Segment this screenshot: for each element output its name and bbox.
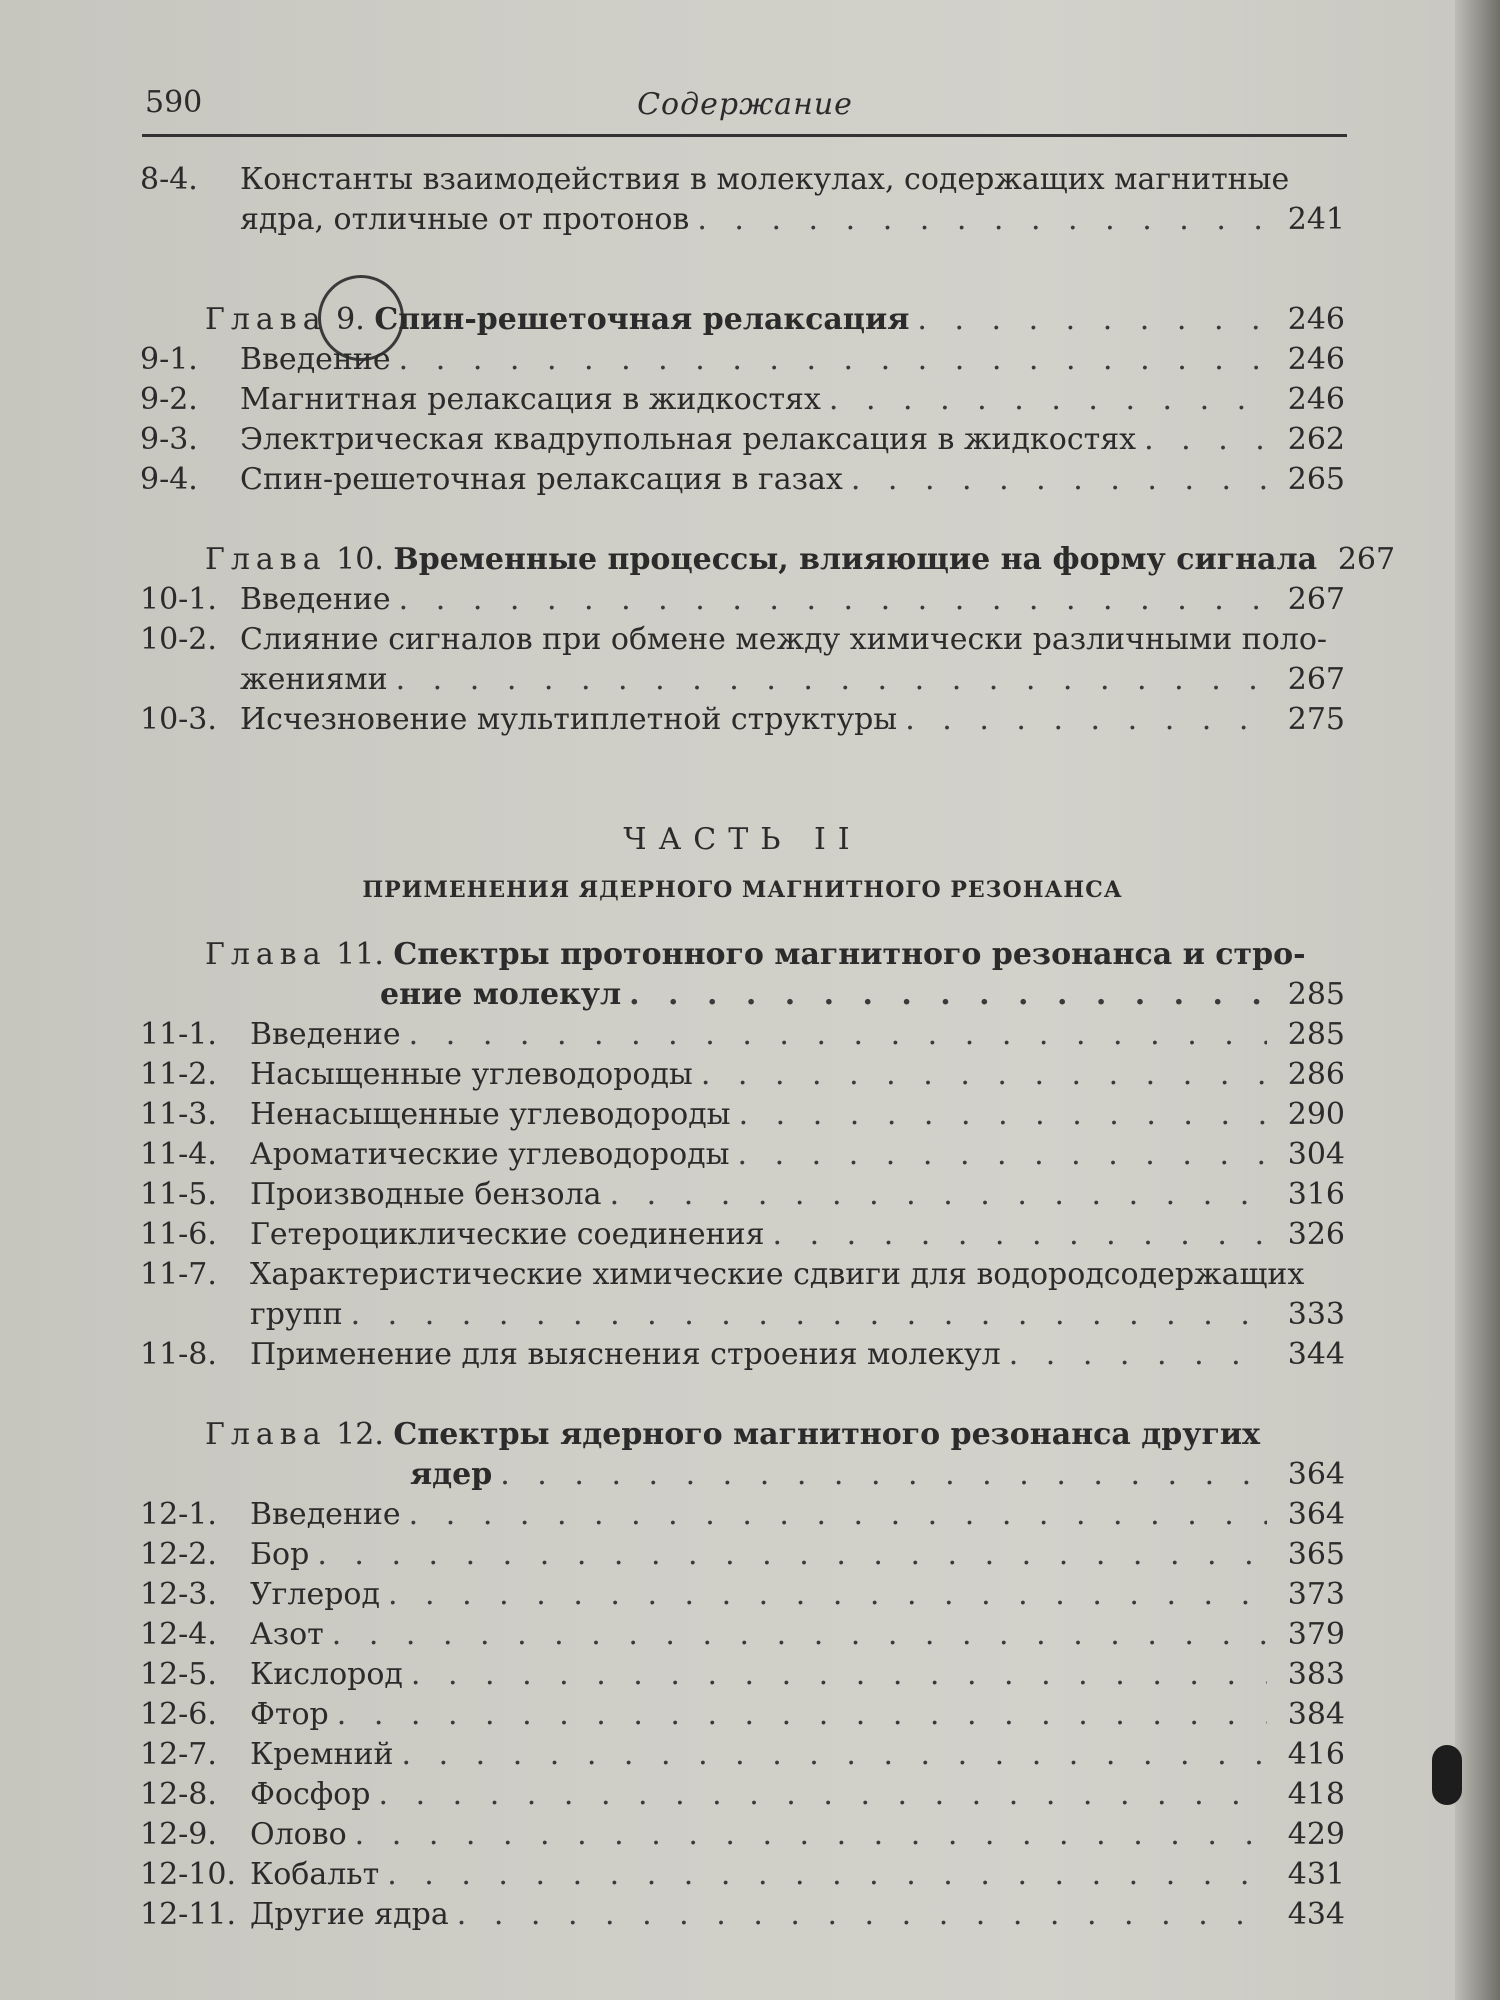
entry-number: 9-3.: [140, 422, 198, 457]
entry-page: 241: [1287, 202, 1345, 237]
chapter-word: Глава: [205, 937, 327, 972]
leader-dots: [317, 1535, 1267, 1575]
entry-page: 275: [1287, 702, 1345, 737]
entry-title: Слияние сигналов при обмене между химически различными поло-: [240, 622, 1328, 657]
leader-dots: [701, 1055, 1267, 1095]
entry-page: 265: [1287, 462, 1345, 497]
entry-title: Фтор: [250, 1697, 329, 1732]
chapter-title: Спин-решеточная релаксация: [374, 302, 910, 337]
chapter-word: Глава: [205, 302, 327, 337]
leader-dots: [351, 1295, 1267, 1335]
entry-title: Кобальт: [250, 1857, 380, 1892]
entry-title: Углерод: [250, 1577, 380, 1612]
entry-title: Азот: [250, 1617, 324, 1652]
entry-page: 316: [1287, 1177, 1345, 1212]
chapter-11-heading: [140, 935, 1345, 975]
entry-title: Электрическая квадрупольная релаксация в жидкостях: [240, 422, 1137, 457]
entry-number: 12-7.: [140, 1737, 217, 1772]
entry-number: 10-2.: [140, 622, 217, 657]
leader-dots: [1009, 1335, 1267, 1375]
entry-number: 10-3.: [140, 702, 217, 737]
entry-number: 11-2.: [140, 1057, 217, 1092]
toc-entry: [140, 1535, 1345, 1575]
page-number: 590: [145, 85, 203, 120]
entry-number: 11-7.: [140, 1257, 217, 1292]
header-rule: [142, 134, 1347, 137]
entry-title: Насыщенные углеводороды: [250, 1057, 693, 1092]
toc-entry-cont: [140, 1295, 1345, 1335]
entry-page: 326: [1287, 1217, 1345, 1252]
entry-title: Другие ядра: [250, 1897, 449, 1932]
toc-entry: [140, 620, 1345, 660]
chapter-title: Временные процессы, влияющие на форму сигнала: [393, 542, 1318, 577]
entry-title: Ароматические углеводороды: [250, 1137, 730, 1172]
leader-dots: [629, 975, 1267, 1015]
entry-page: 429: [1287, 1817, 1345, 1852]
toc-entry: [140, 1015, 1345, 1055]
part-subtitle: ПРИМЕНЕНИЯ ЯДЕРНОГО МАГНИТНОГО РЕЗОНАНСА: [362, 877, 1123, 903]
leader-dots: [402, 1735, 1268, 1775]
chapter-title: Спектры протонного магнитного резонанса и стро-: [393, 937, 1306, 972]
toc-entry: [140, 580, 1345, 620]
spine-mark: [1432, 1745, 1462, 1805]
entry-number: 12-10.: [140, 1857, 237, 1892]
entry-title: Магнитная релаксация в жидкостях: [240, 382, 821, 417]
toc-entry: [140, 1135, 1345, 1175]
entry-page: 286: [1287, 1057, 1345, 1092]
leader-dots: [396, 660, 1267, 700]
entry-page: 304: [1287, 1137, 1345, 1172]
toc-entry: [140, 1815, 1345, 1855]
entry-number: 10-1.: [140, 582, 217, 617]
entry-title: Гетероциклические соединения: [250, 1217, 765, 1252]
entry-page: 344: [1287, 1337, 1345, 1372]
leader-dots: [697, 200, 1267, 240]
toc-entry: [140, 420, 1345, 460]
entry-title: Константы взаимодействия в молекулах, содержащих магнитные: [240, 162, 1290, 197]
entry-page: 384: [1287, 1697, 1345, 1732]
toc-entry: [140, 460, 1345, 500]
entry-page: 434: [1287, 1897, 1345, 1932]
entry-page: 246: [1287, 382, 1345, 417]
entry-title: Применение для выяснения строения молекул: [250, 1337, 1001, 1372]
entry-number: 12-5.: [140, 1657, 217, 1692]
leader-dots: [500, 1455, 1267, 1495]
entry-number: 9-1.: [140, 342, 198, 377]
running-title: Содержание: [637, 87, 853, 122]
leader-dots: [379, 1775, 1267, 1815]
toc-entry: [140, 1695, 1345, 1735]
leader-dots: [387, 1855, 1267, 1895]
entry-title-cont: жениями: [240, 662, 388, 697]
leader-dots: [337, 1695, 1267, 1735]
entry-title: Введение: [250, 1017, 401, 1052]
toc-entry: [140, 1575, 1345, 1615]
leader-dots: [1144, 420, 1267, 460]
entry-title: Олово: [250, 1817, 347, 1852]
entry-number: 11-5.: [140, 1177, 217, 1212]
entry-page: 364: [1287, 1497, 1345, 1532]
leader-dots: [851, 460, 1267, 500]
chapter-number: 12.: [336, 1417, 384, 1452]
toc-entry: [140, 700, 1345, 740]
entry-title: Кислород: [250, 1657, 403, 1692]
part-title: ЧАСТЬ II: [623, 822, 862, 857]
entry-number: 8-4.: [140, 162, 198, 197]
entry-number: 9-4.: [140, 462, 198, 497]
entry-page: 267: [1287, 662, 1345, 697]
chapter-page: 246: [1287, 302, 1345, 337]
leader-dots: [829, 380, 1267, 420]
entry-title: Бор: [250, 1537, 310, 1572]
entry-number: 11-3.: [140, 1097, 217, 1132]
entry-title: Введение: [250, 1497, 401, 1532]
toc-entry: [140, 1855, 1345, 1895]
toc-entry: [140, 1495, 1345, 1535]
table-of-contents: [140, 160, 1396, 1935]
entry-title: Кремний: [250, 1737, 394, 1772]
toc-entry: [140, 1335, 1345, 1375]
entry-title: Производные бензола: [250, 1177, 602, 1212]
chapter-9-heading: [140, 300, 1345, 340]
toc-entry: [140, 340, 1345, 380]
chapter-12-heading-cont: [140, 1455, 1345, 1495]
toc-entry: [140, 1215, 1345, 1255]
entry-number: 12-3.: [140, 1577, 217, 1612]
entry-title-cont: ядра, отличные от протонов: [240, 202, 690, 237]
toc-entry: [140, 380, 1345, 420]
toc-entry: [140, 1895, 1345, 1935]
toc-entry: [140, 1775, 1345, 1815]
leader-dots: [388, 1575, 1267, 1615]
chapter-word: Глава: [205, 542, 327, 577]
chapter-10-heading: [140, 540, 1396, 580]
chapter-number: 10.: [336, 542, 384, 577]
toc-entry: [140, 1655, 1345, 1695]
entry-title: Ненасыщенные углеводороды: [250, 1097, 731, 1132]
chapter-12-heading: [140, 1415, 1345, 1455]
page-header: [145, 85, 1345, 135]
chapter-page: 364: [1287, 1457, 1345, 1492]
toc-entry: [140, 1055, 1345, 1095]
chapter-page: 267: [1337, 542, 1396, 577]
chapter-number: 9.: [336, 302, 365, 337]
leader-dots: [355, 1815, 1267, 1855]
entry-page: 416: [1287, 1737, 1345, 1772]
entry-number: 12-4.: [140, 1617, 217, 1652]
leader-dots: [905, 700, 1267, 740]
chapter-title-cont: ядер: [410, 1457, 493, 1492]
entry-page: 262: [1287, 422, 1345, 457]
entry-number: 12-6.: [140, 1697, 217, 1732]
book-spine: [1455, 0, 1500, 2000]
entry-number: 12-8.: [140, 1777, 217, 1812]
entry-number: 12-1.: [140, 1497, 217, 1532]
toc-entry: [140, 1095, 1345, 1135]
leader-dots: [739, 1095, 1267, 1135]
toc-entry: [140, 1615, 1345, 1655]
toc-entry: [140, 1255, 1345, 1295]
chapter-word: Глава: [205, 1417, 327, 1452]
entry-page: 383: [1287, 1657, 1345, 1692]
entry-page: 285: [1287, 1017, 1345, 1052]
toc-entry-cont: [140, 660, 1345, 700]
entry-page: 267: [1287, 582, 1345, 617]
leader-dots: [409, 1495, 1267, 1535]
entry-page: 431: [1287, 1857, 1345, 1892]
chapter-number: 11.: [336, 937, 384, 972]
entry-title: Введение: [240, 342, 391, 377]
entry-page: 290: [1287, 1097, 1345, 1132]
entry-number: 9-2.: [140, 382, 198, 417]
chapter-title-cont: ение молекул: [380, 977, 622, 1012]
entry-page: 333: [1287, 1297, 1345, 1332]
leader-dots: [773, 1215, 1268, 1255]
leader-dots: [399, 340, 1267, 380]
entry-number: 12-2.: [140, 1537, 217, 1572]
leader-dots: [457, 1895, 1267, 1935]
entry-title: Спин-решеточная релаксация в газах: [240, 462, 843, 497]
entry-title: Характеристические химические сдвиги для водородсодержащих: [250, 1257, 1305, 1292]
entry-number: 12-9.: [140, 1817, 217, 1852]
leader-dots: [610, 1175, 1267, 1215]
entry-title: Введение: [240, 582, 391, 617]
entry-page: 373: [1287, 1577, 1345, 1612]
entry-title: Фосфор: [250, 1777, 371, 1812]
leader-dots: [409, 1015, 1267, 1055]
entry-number: 12-11.: [140, 1897, 237, 1932]
leader-dots: [411, 1655, 1267, 1695]
chapter-11-heading-cont: [140, 975, 1345, 1015]
toc-entry-8-4-cont: [140, 200, 1345, 240]
toc-entry-8-4: [140, 160, 1345, 200]
entry-page: 418: [1287, 1777, 1345, 1812]
entry-page: 365: [1287, 1537, 1345, 1572]
entry-page: 379: [1287, 1617, 1345, 1652]
entry-title: Исчезновение мультиплетной структуры: [240, 702, 898, 737]
toc-entry: [140, 1735, 1345, 1775]
entry-number: 11-4.: [140, 1137, 217, 1172]
leader-dots: [917, 300, 1267, 340]
leader-dots: [399, 580, 1267, 620]
entry-number: 11-1.: [140, 1017, 217, 1052]
entry-title-cont: групп: [250, 1297, 343, 1332]
toc-entry: [140, 1175, 1345, 1215]
chapter-title: Спектры ядерного магнитного резонанса других: [393, 1417, 1261, 1452]
entry-number: 11-8.: [140, 1337, 217, 1372]
entry-number: 11-6.: [140, 1217, 217, 1252]
leader-dots: [332, 1615, 1267, 1655]
leader-dots: [738, 1135, 1267, 1175]
chapter-page: 285: [1287, 977, 1345, 1012]
entry-page: 246: [1287, 342, 1345, 377]
